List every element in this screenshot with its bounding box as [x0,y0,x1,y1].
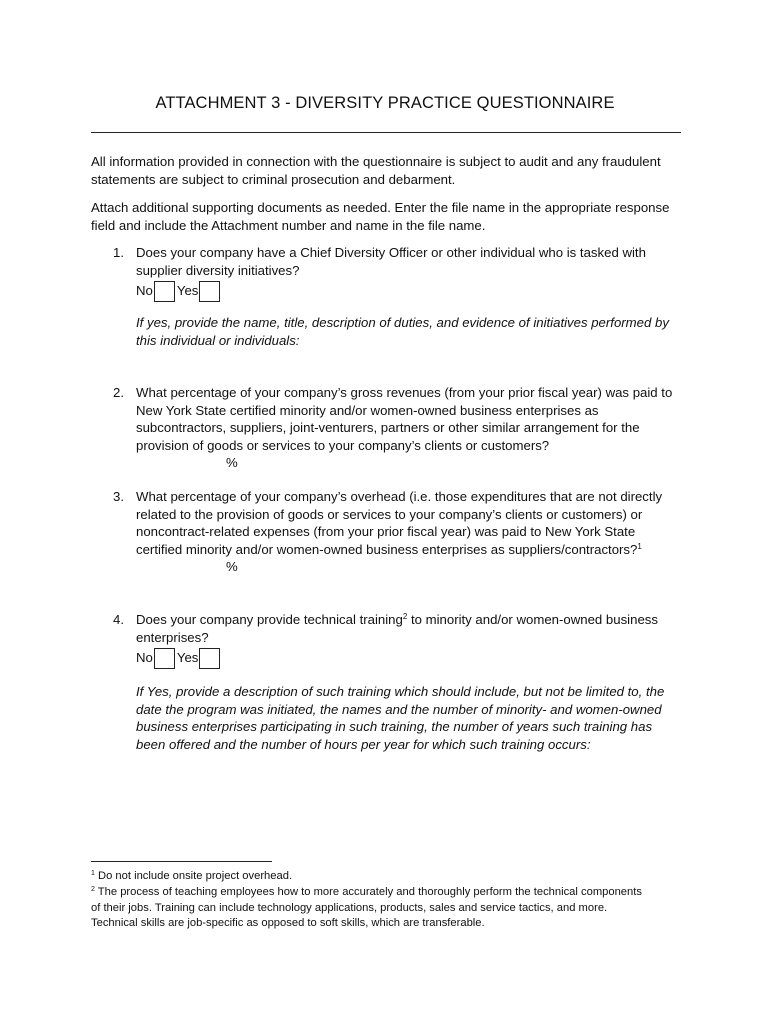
yes-no-checkboxes [136,646,683,670]
question-number: 1. [113,245,124,260]
page-title: ATTACHMENT 3 - DIVERSITY PRACTICE QUESTIONNAIRE [155,94,615,112]
footnote-mark: 1 [91,870,95,877]
question-number: 4. [113,612,124,627]
question-text: Does your company provide technical training$^2$ to minority and/or women-owned business enterprises? [136,612,658,645]
question-text: What percentage of your company’s gross revenues (from your prior fiscal year) was paid to New York State certified minority and/or women-owned business enterprises as subcontractors, suppliers, joint-venturers, partners or other similar arrangement for the provision of goods or services to your company’s clients or customers? [136,385,673,453]
no-label: No [136,650,153,666]
footnote-2: $^2$ The process of teaching employees how to more accurately and thoroughly perform the technical components of their jobs. Training can include technology applications, products, sales and service tactics, and more. Technical skills are job-specific as opposed to soft skills, which are transferable. [91,886,642,929]
yes-label: Yes [176,283,199,299]
footnote-divider [91,861,272,862]
yes-checkbox[interactable] [199,281,220,302]
question-1 [113,244,683,349]
percent-field[interactable]: % [226,559,238,574]
no-checkbox[interactable] [154,281,175,302]
percent-field[interactable]: % [226,455,238,470]
footnote-1: $^1$ Do not include onsite project overhead. [91,870,293,882]
yes-label: Yes [176,650,199,666]
question-4 [113,611,683,753]
question-text: What percentage of your company’s overhead (i.e. those expenditures that are not directly related to the provision of goods or services to your company’s clients or customers) or noncontract-related expenses (from your prior fiscal year) was paid to New York State certified minority and/or women-owned business enterprises as suppliers/contractors?$^1$ [136,489,663,557]
no-checkbox[interactable] [154,648,175,669]
question-followup: If Yes, provide a description of such training which should include, but not be limited to, the date the program was initiated, the names and the number of minority- and women-owned business enterprises participating in such training, the number of years such training has been offered and the number of hours per year for which such training occurs: [136,684,665,752]
yes-checkbox[interactable] [199,648,220,669]
yes-no-checkboxes [136,279,683,303]
question-number: 3. [113,489,124,504]
question-2 [113,384,683,472]
no-label: No [136,283,153,299]
question-number: 2. [113,385,124,400]
question-followup: If yes, provide the name, title, description of duties, and evidence of initiatives performed by this individual or individuals: [136,315,669,348]
footnote-ref: 1 [637,541,642,551]
title-divider [91,132,681,133]
footnote-ref: 2 [402,612,408,621]
footnote-mark: 2 [91,886,95,893]
audit-notice: All information provided in connection with the questionnaire is subject to audit and any fraudulent statements are subject to criminal prosecution and debarment. [91,154,661,187]
question-3 [113,488,683,576]
question-text: Does your company have a Chief Diversity Officer or other individual who is tasked with supplier diversity initiatives? [136,245,646,278]
attachment-instructions: Attach additional supporting documents as needed. Enter the file name in the appropriate response field and include the Attachment number and name in the file name. [91,200,670,233]
